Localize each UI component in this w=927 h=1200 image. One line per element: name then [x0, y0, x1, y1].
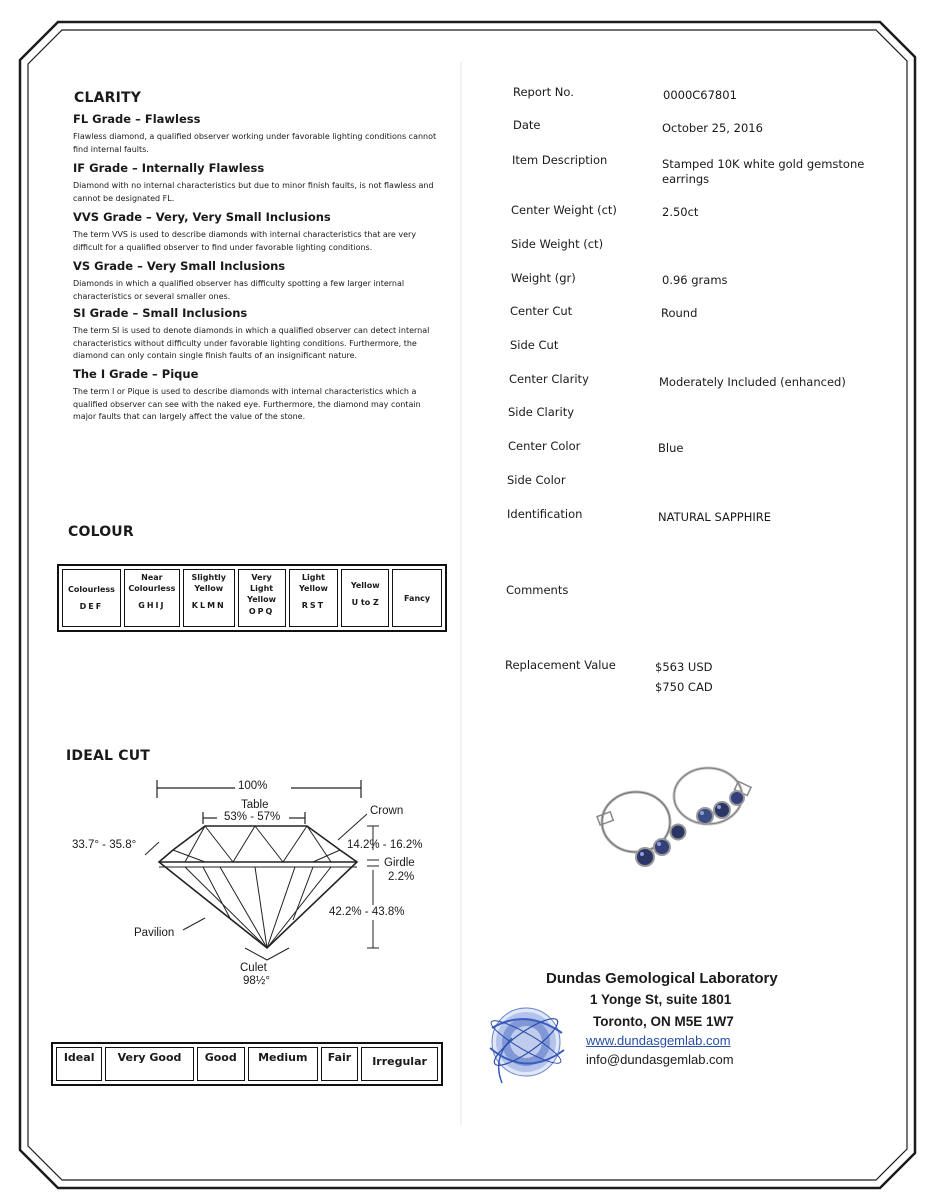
clarity-title: CLARITY — [74, 90, 142, 106]
colour-title: COLOUR — [68, 524, 134, 540]
grade-if-heading: IF Grade – Internally Flawless — [73, 161, 265, 175]
lab-website-link[interactable]: www.dundasgemlab.com — [586, 1033, 731, 1048]
grade-vvs-desc: The term VVS is used to describe diamonds with internal characteristics that are very difficult for a qualified observer to find under favorable lighting conditions. — [73, 230, 417, 252]
label-side-cut: Side Cut — [510, 338, 559, 352]
diagram-girdle-label: Girdle — [384, 857, 415, 869]
value-date: October 25, 2016 — [662, 121, 763, 135]
label-identification: Identification — [507, 507, 583, 521]
label-date: Date — [513, 118, 541, 132]
label-center-cut: Center Cut — [510, 304, 573, 318]
cut-cell-very-good: Very Good — [105, 1047, 193, 1081]
label-item-description: Item Description — [512, 153, 608, 167]
ideal-cut-title: IDEAL CUT — [66, 748, 151, 764]
colour-cell-very-light-yellow: Very Light Yellow OPQ — [238, 569, 286, 627]
label-center-color: Center Color — [508, 439, 581, 453]
diagram-crown-height: 14.2% - 16.2% — [347, 839, 423, 851]
cut-grade-table — [51, 1042, 443, 1086]
value-identification: NATURAL SAPPHIRE — [658, 510, 772, 524]
lab-name: Dundas Gemological Laboratory — [546, 970, 778, 987]
grade-si-desc: The term SI is used to denote diamonds in which a qualified observer can detect internal characteristics without difficulty under favorable lighting conditions. Furthermore, the diamond can only contain single finish faults of an insignificant nature. — [73, 326, 430, 360]
grade-fl-heading: FL Grade – Flawless — [73, 112, 201, 126]
cut-cell-irregular: Irregular — [361, 1047, 438, 1081]
value-center-clarity: Moderately Included (enhanced) — [659, 375, 846, 389]
grade-vvs-heading: VVS Grade – Very, Very Small Inclusions — [73, 210, 331, 224]
value-center-cut: Round — [661, 306, 698, 320]
colour-scale-table — [57, 564, 447, 632]
grade-i-desc: The term I or Pique is used to describe diamonds with internal characteristics which a qualified observer can see with the naked eye. Furthermore, the diamond may contain major faults that can largely affect the value of the stone. — [73, 387, 421, 421]
colour-cell-colourless: Colourless DEF — [62, 569, 121, 627]
diagram-width-label: 100% — [238, 780, 268, 792]
label-weight-gr: Weight (gr) — [511, 271, 576, 285]
grade-if-desc: Diamond with no internal characteristics but due to minor finish faults, is not flawless and cannot be designated FL. — [73, 181, 434, 203]
diagram-table-range: 53% - 57% — [224, 811, 281, 823]
diagram-pavilion-depth: 42.2% - 43.8% — [329, 906, 405, 918]
grade-vs-desc: Diamonds in which a qualified observer has difficulty spotting a few larger internal characteristics or several smaller ones. — [73, 279, 405, 301]
value-item-description: Stamped 10K white gold gemstone earrings — [662, 157, 865, 186]
colour-cell-near-colourless: Near Colourless GHIJ — [124, 569, 180, 627]
lab-address-line1: 1 Yonge St, suite 1801 — [590, 992, 732, 1007]
label-comments: Comments — [506, 583, 569, 597]
label-center-weight: Center Weight (ct) — [511, 203, 617, 217]
label-replacement-value: Replacement Value — [505, 658, 616, 672]
diagram-culet-label: Culet — [240, 962, 267, 974]
value-center-color: Blue — [658, 441, 684, 455]
cut-cell-medium: Medium — [248, 1047, 318, 1081]
cut-cell-fair: Fair — [321, 1047, 358, 1081]
value-weight-gr: 0.96 grams — [662, 273, 728, 287]
diagram-girdle-value: 2.2% — [388, 871, 415, 883]
colour-cell-slightly-yellow: Slightly Yellow KLMN — [183, 569, 235, 627]
value-replacement-usd: $563 USD — [655, 660, 713, 674]
value-center-weight: 2.50ct — [662, 205, 699, 219]
diagram-pavilion-label: Pavilion — [134, 927, 175, 939]
diagram-crown-angle: 33.7° - 35.8° — [72, 839, 137, 851]
earrings-photo — [580, 760, 780, 890]
cut-cell-ideal: Ideal — [56, 1047, 102, 1081]
grade-vs-heading: VS Grade – Very Small Inclusions — [73, 259, 286, 273]
label-center-clarity: Center Clarity — [509, 372, 589, 386]
label-side-weight: Side Weight (ct) — [511, 237, 604, 251]
value-replacement-cad: $750 CAD — [655, 680, 713, 694]
diagram-culet-value: 98½° — [243, 975, 270, 987]
colour-cell-light-yellow: Light Yellow RST — [289, 569, 339, 627]
colour-cell-yellow: Yellow U to Z — [341, 569, 389, 627]
lab-address-line2: Toronto, ON M5E 1W7 — [593, 1014, 734, 1029]
diagram-crown-label: Crown — [370, 805, 404, 817]
diagram-table-label: Table — [241, 799, 269, 811]
grade-fl-desc: Flawless diamond, a qualified observer working under favorable lighting conditions cannot find internal faults. — [73, 132, 437, 154]
grade-si-heading: SI Grade – Small Inclusions — [73, 306, 248, 320]
value-report-no: 0000C67801 — [663, 88, 737, 102]
lab-email: info@dundasgemlab.com — [586, 1052, 734, 1067]
cut-cell-good: Good — [197, 1047, 245, 1081]
label-side-color: Side Color — [507, 473, 566, 487]
label-side-clarity: Side Clarity — [508, 405, 575, 419]
label-report-no: Report No. — [513, 85, 574, 99]
colour-cell-fancy: Fancy — [392, 569, 442, 627]
grade-i-heading: The I Grade – Pique — [73, 367, 199, 381]
hologram-seal-icon — [472, 988, 582, 1098]
